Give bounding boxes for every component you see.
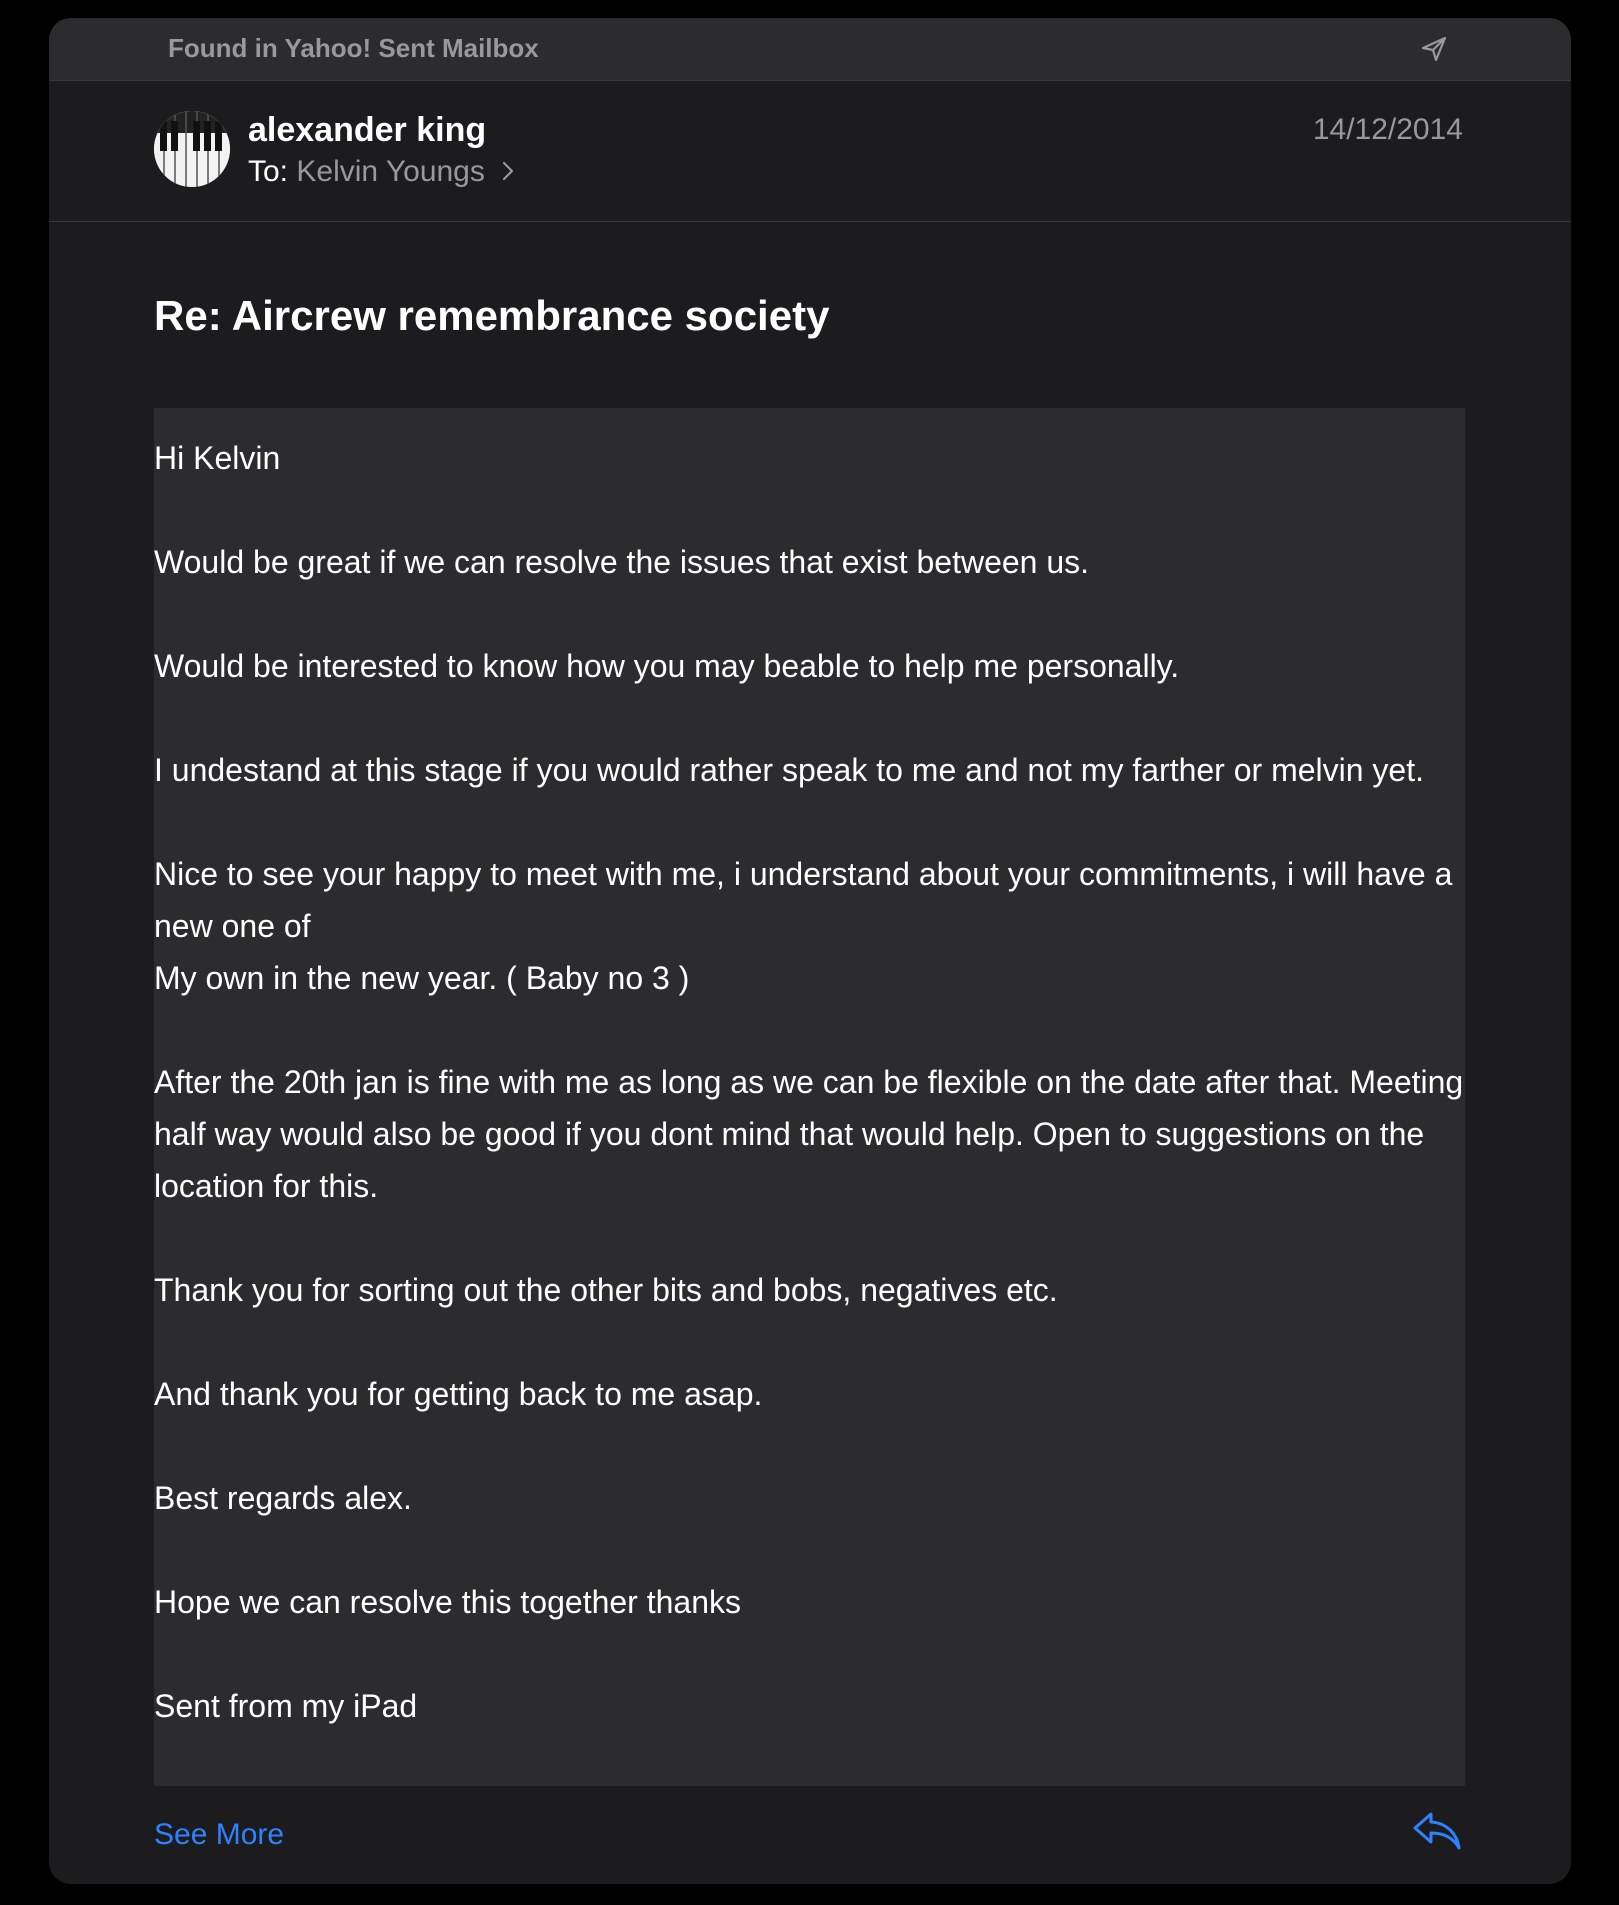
see-more-link[interactable]: See More [154, 1818, 285, 1851]
message-subject: Re: Aircrew remembrance society [154, 292, 830, 339]
body-paragraph: Hope we can resolve this together thanks [154, 1584, 741, 1620]
message-card [49, 18, 1571, 1884]
message-date: 14/12/2014 [1312, 113, 1463, 146]
sender-name[interactable]: alexander king [248, 111, 487, 149]
reply-arrow-icon[interactable] [1411, 1808, 1463, 1854]
avatar[interactable] [154, 111, 230, 187]
body-paragraph: And thank you for getting back to me asap. [154, 1376, 763, 1412]
recipient-name[interactable]: Kelvin Youngs [296, 155, 485, 188]
body-paragraph: Sent from my iPad [154, 1688, 418, 1724]
recipient-line[interactable] [248, 155, 515, 189]
body-paragraph: Thank you for sorting out the other bits and bobs, negatives etc. [154, 1272, 1058, 1308]
message-header [49, 81, 1571, 222]
body-paragraph: Best regards alex. [154, 1480, 412, 1516]
message-body-text [154, 408, 1465, 1732]
message-body [154, 408, 1465, 1786]
body-paragraph: Nice to see your happy to meet with me, i understand about your commitments, i will have a new one of My own in the new year. ( Baby no 3 ) [154, 856, 1453, 996]
chevron-right-icon [501, 159, 515, 183]
body-paragraph: Hi Kelvin [154, 440, 281, 476]
mailbox-bar [49, 18, 1571, 81]
body-paragraph: I undestand at this stage if you would rather speak to me and not my farther or melvin yet. [154, 752, 1424, 788]
body-paragraph: Would be interested to know how you may beable to help me personally. [154, 648, 1180, 684]
body-paragraph: After the 20th jan is fine with me as long as we can be flexible on the date after that. Meeting half way would also be good if you dont mind that would help. Open to suggestions on the location for this. [154, 1064, 1464, 1204]
piano-keys-avatar [154, 111, 230, 187]
mailbox-location: Found in Yahoo! Sent Mailbox [168, 33, 539, 63]
body-paragraph: Would be great if we can resolve the issues that exist between us. [154, 544, 1090, 580]
to-label: To: [248, 155, 289, 188]
paper-plane-icon[interactable] [1419, 34, 1449, 64]
